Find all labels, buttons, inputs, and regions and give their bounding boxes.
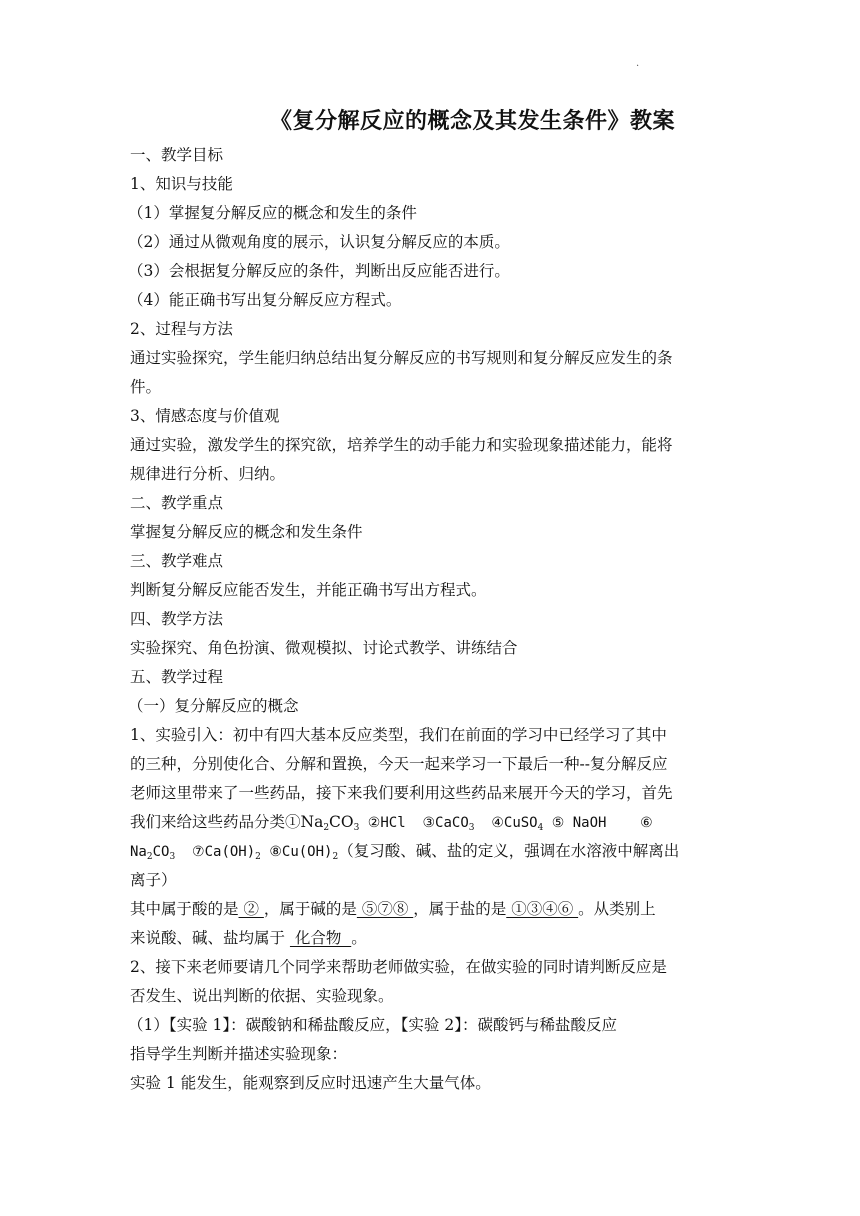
document-title: 《复分解反应的概念及其发生条件》教案 (270, 109, 676, 134)
formula-text: ②HCl ③CaCO (359, 815, 469, 831)
heading-teaching-goals: 一、教学目标 (130, 146, 224, 164)
paragraph-intro-2: 的三种，分别使化合、分解和置换，今天一起来学习一下最后一种--复分解反应 (130, 755, 668, 773)
paragraph-attitude-2: 规律进行分析、归纳。 (130, 465, 286, 483)
subheading-attitude-values: 3、情感态度与价值观 (130, 407, 280, 425)
reagents-note: （复习酸、碱、盐的定义，强调在水溶液中解离出 (338, 842, 680, 860)
subscript: 3 (353, 823, 360, 833)
question-text: ，属于盐的是 (413, 900, 507, 918)
paragraph-reagents-3: 离子） (130, 871, 177, 889)
heading-process: 五、教学过程 (130, 668, 224, 686)
paragraph-key-points: 掌握复分解反应的概念和发生条件 (130, 523, 363, 541)
paragraph-intro-3: 老师这里带来了一些药品，接下来我们要利用这些药品来展开今天的学习，首先 (130, 784, 673, 802)
question-text: 。从类别上 (578, 900, 656, 918)
subscript: 2 (323, 823, 330, 833)
goal-item-2: （2）通过从微观角度的展示，认识复分解反应的本质。 (128, 233, 510, 251)
paragraph-experiment-2: 否发生、说出判断的依据、实验现象。 (130, 987, 394, 1005)
answer-acid: ② (238, 900, 264, 918)
question-classification-1 (130, 895, 736, 925)
heading-methods: 四、教学方法 (130, 610, 224, 628)
formula-text: Na (130, 844, 147, 860)
reagents-text: 我们来给这些药品分类①Na (130, 813, 324, 831)
answer-salt: ①③④⑥ (506, 900, 579, 918)
paragraph-experiment-1: 2、接下来老师要请几个同学来帮助老师做实验，在做实验的同时请判断反应是 (130, 958, 667, 976)
paragraph-experiment-3: （1）【实验 1】：碳酸钠和稀盐酸反应，【实验 2】：碳酸钙与稀盐酸反应 (128, 1016, 617, 1034)
goal-item-4: （4）能正确书写出复分解反应方程式。 (128, 291, 402, 309)
subscript: 2 (332, 852, 339, 862)
subscript: 2 (255, 852, 261, 862)
subscript: 3 (169, 852, 176, 862)
paragraph-methods: 实验探究、角色扮演、微观模拟、讨论式教学、讲练结合 (130, 639, 518, 657)
header-mark: . (636, 58, 640, 69)
paragraph-attitude-1: 通过实验，激发学生的探究欲，培养学生的动手能力和实验现象描述能力，能将 (130, 436, 673, 454)
question-text: 来说酸、碱、盐均属于 (130, 929, 290, 947)
formula-text: ④CuSO (474, 815, 538, 831)
subscript: 3 (468, 823, 475, 833)
question-text: 。 (351, 929, 367, 947)
answer-compound: 化合物 (289, 929, 352, 947)
formula-text: ⑧Cu(OH) (260, 844, 333, 860)
subheading-knowledge-skills: 1、知识与技能 (130, 175, 233, 193)
paragraph-intro-1: 1、实验引入：初中有四大基本反应类型，我们在前面的学习中已经学习了其中 (130, 726, 667, 744)
paragraph-experiment-4: 指导学生判断并描述实验现象： (130, 1045, 348, 1063)
subscript: 4 (537, 823, 544, 833)
goal-item-1: （1）掌握复分解反应的概念和发生的条件 (128, 204, 417, 222)
question-text: ，属于碱的是 (263, 900, 357, 918)
heading-difficulties: 三、教学难点 (130, 552, 224, 570)
formula-text: CO (152, 844, 170, 860)
question-text: 其中属于酸的是 (130, 900, 239, 918)
subheading-concept: （一）复分解反应的概念 (128, 697, 299, 715)
heading-key-points: 二、教学重点 (130, 494, 224, 512)
goal-item-3: （3）会根据复分解反应的条件，判断出反应能否进行。 (128, 262, 510, 280)
paragraph-experiment-5: 实验 1 能发生，能观察到反应时迅速产生大量气体。 (130, 1074, 491, 1092)
subscript: 2 (146, 852, 153, 862)
paragraph-process-2: 件。 (130, 378, 162, 396)
paragraph-process-1: 通过实验探究，学生能归纳总结出复分解反应的书写规则和复分解反应发生的条 (130, 349, 673, 367)
paragraph-difficulties: 判断复分解反应能否发生，并能正确书写出方程式。 (130, 581, 487, 599)
formula-text: ⑤ NaOH ⑥ (543, 815, 653, 831)
formula-text: CO (329, 813, 354, 831)
formula-text: ⑦Ca(OH) (175, 844, 256, 860)
subheading-process-method: 2、过程与方法 (130, 320, 233, 338)
question-classification-2 (130, 924, 736, 954)
answer-base: ⑤⑦⑧ (356, 900, 414, 918)
